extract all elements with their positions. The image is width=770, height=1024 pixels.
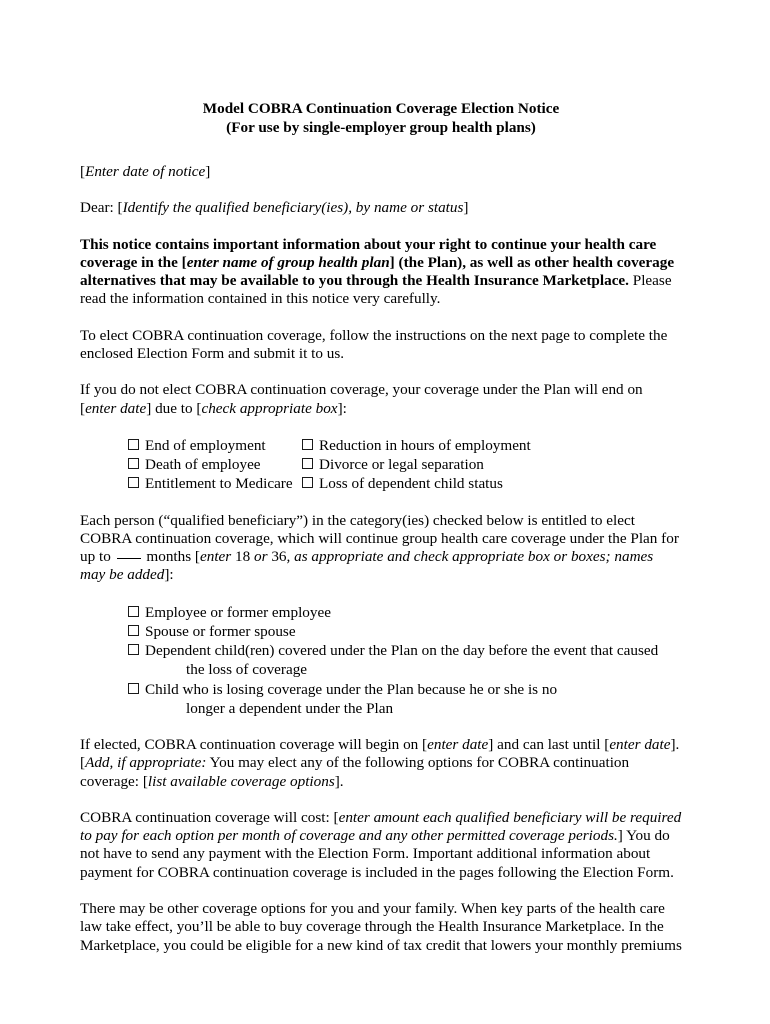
months-value-36: 36	[271, 548, 287, 566]
checkbox-row-divorce-or-legal-separation[interactable]	[302, 455, 682, 474]
qualified-beneficiary-paragraph	[80, 512, 682, 585]
title-line-main: Model COBRA Continuation Coverage Election Notice	[202, 100, 560, 117]
date-of-notice-placeholder: Enter date of notice	[85, 163, 206, 180]
checkbox-label: Death of employee	[145, 456, 261, 474]
beneficiary-category-checkbox-group	[80, 603, 682, 718]
title-line-subtitle: (For use by single-employer group health plans)	[226, 118, 536, 136]
coverage-end-paragraph	[80, 381, 682, 418]
checkbox-row-dependent-child[interactable]	[128, 641, 682, 660]
months-blank-field[interactable]	[117, 558, 141, 559]
checkbox-icon[interactable]	[302, 439, 313, 450]
checkbox-icon[interactable]	[128, 625, 139, 636]
checkbox-row-entitlement-to-medicare[interactable]	[128, 474, 302, 493]
bracket-close: ]	[205, 163, 211, 180]
coverage-end-text-1: If you do not elect COBRA continuation coverage, your coverage under the Plan will end on [	[80, 381, 643, 417]
checkbox-icon[interactable]	[302, 458, 313, 469]
checkbox-icon[interactable]	[128, 683, 139, 694]
checkbox-row-losing-coverage-child[interactable]	[128, 680, 682, 699]
duration-text-1: If elected, COBRA continuation coverage will begin on [	[80, 735, 428, 753]
coverage-options-placeholder: list available coverage options	[147, 772, 335, 790]
checkbox-icon[interactable]	[128, 439, 139, 450]
important-notice-paragraph	[80, 236, 682, 309]
checkbox-row-death-of-employee[interactable]	[128, 455, 302, 474]
beneficiary-text-3: ]:	[164, 566, 174, 584]
beneficiary-instruction-italic: , as appropriate and check appropriate box or boxes; names may be added	[80, 548, 654, 584]
document-body	[80, 100, 682, 955]
coverage-end-text-3: ]:	[337, 399, 347, 417]
checkbox-icon[interactable]	[128, 477, 139, 488]
notice-bold-part-2: ] (the Plan), as well as other health coverage alternatives that may be available to you through the Health Insurance Marketplace.	[80, 253, 675, 290]
checkbox-row-end-of-employment[interactable]	[128, 436, 302, 455]
coverage-duration-paragraph	[80, 736, 682, 791]
notice-plain-part: Please read the information contained in this notice very carefully.	[80, 272, 672, 308]
cost-text-2: ] You do not have to send any payment with the Election Form. Important additional information about payment for COBRA continuation coverage is included in the pages following the Election Form.	[80, 827, 674, 881]
enter-months-placeholder: enter	[200, 548, 236, 566]
beneficiary-text-2: months [	[142, 548, 200, 566]
months-value-18: 18	[235, 548, 251, 566]
checkbox-icon[interactable]	[128, 458, 139, 469]
salutation-placeholder: Identify the qualified beneficiary(ies), by name or status	[122, 199, 464, 217]
check-box-placeholder: check appropriate box	[201, 399, 338, 417]
checkbox-row-employee[interactable]	[128, 603, 682, 622]
checkbox-label: Employee or former employee	[145, 603, 331, 621]
checkbox-label: Reduction in hours of employment	[319, 436, 531, 454]
duration-text-4: You may elect any of the following options for COBRA continuation coverage: [	[80, 754, 630, 790]
coverage-end-text-2: ] due to [	[146, 399, 202, 417]
checkbox-label-continuation: the loss of coverage	[186, 661, 308, 679]
checkbox-label: Dependent child(ren) covered under the Plan on the day before the event that caused	[145, 642, 659, 660]
checkbox-label: Divorce or legal separation	[319, 456, 484, 474]
date-of-notice-line	[80, 163, 682, 181]
add-if-appropriate-instruction: Add, if appropriate:	[85, 754, 207, 772]
beneficiary-text-1: Each person (“qualified beneficiary”) in the category(ies) checked below is entitled to elect COBRA continuation coverage, which will continue group health care coverage under the Plan for up to	[80, 511, 679, 566]
duration-text-2: ] and can last until [	[488, 735, 610, 753]
checkbox-row-reduction-in-hours[interactable]	[302, 436, 682, 455]
qualifying-event-column-right	[302, 436, 682, 494]
cost-text-1: COBRA continuation coverage will cost: [	[80, 808, 339, 826]
checkbox-label-continuation: longer a dependent under the Plan	[186, 699, 394, 717]
qualifying-event-checkbox-group	[80, 436, 682, 494]
enter-date-placeholder-1: enter date	[85, 399, 147, 417]
notice-bold-part-1: This notice contains important information about your right to continue your health care coverage in the [	[80, 235, 657, 271]
end-date-placeholder: enter date	[609, 735, 671, 753]
salutation-suffix: ]	[463, 199, 469, 217]
checkbox-label: Loss of dependent child status	[319, 475, 503, 493]
bracket-open: [	[80, 163, 86, 180]
plan-name-placeholder: enter name of group health plan	[186, 253, 390, 271]
duration-text-3: ]. [	[80, 735, 680, 772]
checkbox-row-spouse[interactable]	[128, 622, 682, 641]
elect-instructions-paragraph: To elect COBRA continuation coverage, follow the instructions on the next page to complete the enclosed Election Form and submit it to us.	[80, 326, 668, 363]
checkbox-icon[interactable]	[302, 477, 313, 488]
qualifying-event-column-left	[80, 436, 302, 494]
checkbox-icon[interactable]	[128, 606, 139, 617]
page-title	[80, 100, 682, 137]
months-or-separator: or	[250, 548, 272, 566]
checkbox-label: Child who is losing coverage under the Plan because he or she is no	[145, 680, 558, 698]
marketplace-options-paragraph: There may be other coverage options for you and your family. When key parts of the health care law take effect, you’ll be able to buy coverage through the Health Insurance Marketplace. In the Marketplace, you could be eligible for a new kind of tax credit that lowers your monthly premiums	[80, 900, 682, 954]
duration-text-5: ].	[334, 772, 344, 790]
checkbox-label: Spouse or former spouse	[145, 622, 296, 640]
checkbox-row-loss-of-dependent-child-status[interactable]	[302, 474, 682, 493]
checkbox-label: Entitlement to Medicare	[145, 475, 293, 493]
checkbox-label: End of employment	[145, 436, 266, 454]
checkbox-icon[interactable]	[128, 644, 139, 655]
begin-date-placeholder: enter date	[427, 735, 489, 753]
coverage-cost-paragraph	[80, 809, 682, 882]
cost-amount-placeholder: enter amount each qualified beneficiary will be required to pay for each option per month of coverage and any other permitted coverage periods.	[80, 808, 682, 845]
salutation-line	[80, 199, 682, 217]
salutation-prefix: Dear: [	[80, 199, 123, 217]
